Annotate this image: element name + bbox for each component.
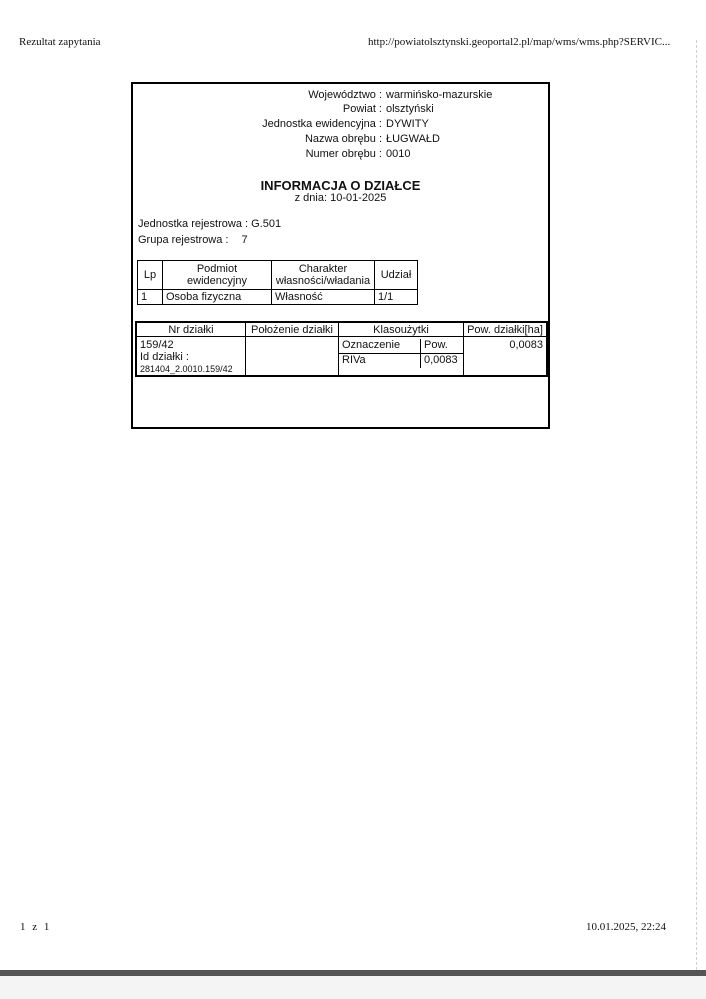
meta-value: warmińsko-mazurskie: [386, 89, 493, 101]
page-count: 1 z 1: [20, 921, 52, 933]
meta-value: ŁUGWAŁD: [386, 133, 440, 145]
cell-lp: 1: [138, 290, 163, 305]
print-datetime: 10.01.2025, 22:24: [586, 921, 667, 933]
meta-value: DYWITY: [386, 118, 429, 130]
header-parcel-number: Nr działki: [136, 322, 246, 337]
land-classes-header: [339, 339, 463, 354]
owners-table-header: [138, 261, 418, 290]
header-ownership: Charakter własności/władania: [272, 261, 375, 290]
meta-value: olsztyński: [386, 103, 434, 115]
header-land-classes: Klasoużytki: [339, 322, 464, 337]
registry-group: [138, 234, 248, 246]
cell-location: [246, 337, 339, 377]
document-date: z dnia: 10-01-2025: [294, 192, 387, 204]
cell-parcel-area: 0,0083: [464, 337, 548, 377]
print-header-title: Rezultat zapytania: [19, 36, 101, 48]
meta-label: Powiat :: [342, 103, 382, 115]
cell-designation: RIVa: [339, 354, 421, 369]
meta-label: Jednostka ewidencyjna :: [262, 118, 382, 130]
header-location: Położenie działki: [246, 322, 339, 337]
meta-value: 0010: [386, 148, 411, 160]
cell-class-area: 0,0083: [421, 354, 464, 369]
parcel-id-value: 281404_2.0010.159/42: [140, 364, 233, 374]
scan-margin: [0, 976, 706, 999]
meta-label: Nazwa obrębu :: [304, 133, 382, 145]
print-header-url: http://powiatolsztynski.geoportal2.pl/map/wms/wms.php?SERVIC...: [368, 36, 671, 48]
registry-unit-label: Jednostka rejestrowa :: [138, 218, 249, 230]
cell-subject: Osoba fizyczna: [163, 290, 272, 305]
cell-parcel: [136, 337, 246, 377]
table-row: [138, 290, 418, 305]
meta-label: Numer obrębu :: [305, 148, 382, 160]
table-row: [339, 354, 463, 369]
parcel-table: [135, 321, 548, 377]
header-lp: Lp: [138, 261, 163, 290]
header-share: Udział: [375, 261, 418, 290]
registry-unit-value: G.501: [251, 218, 282, 230]
owners-table: [137, 260, 418, 305]
parcel-id-label: Id działki :: [140, 351, 189, 363]
page-edge-line: [696, 40, 698, 970]
cell-ownership: Własność: [272, 290, 375, 305]
table-row: [136, 337, 547, 377]
registry-group-value: 7: [241, 234, 248, 246]
cell-share: 1/1: [375, 290, 418, 305]
parcel-number: 159/42: [140, 339, 174, 351]
document-title: INFORMACJA O DZIAŁCE: [260, 178, 421, 193]
parcel-info-document: [131, 82, 550, 429]
header-parcel-area: Pow. działki[ha]: [464, 322, 548, 337]
meta-label: Województwo :: [308, 89, 382, 101]
registry-group-label: Grupa rejestrowa :: [138, 234, 229, 246]
header-designation: Oznaczenie: [339, 339, 421, 354]
land-classes-table: [339, 339, 463, 368]
header-class-area: Pow.: [421, 339, 464, 354]
cell-land-classes: [339, 337, 464, 377]
registry-unit: [138, 218, 281, 230]
parcel-table-header: [136, 322, 547, 337]
header-subject: Podmiot ewidencyjny: [163, 261, 272, 290]
